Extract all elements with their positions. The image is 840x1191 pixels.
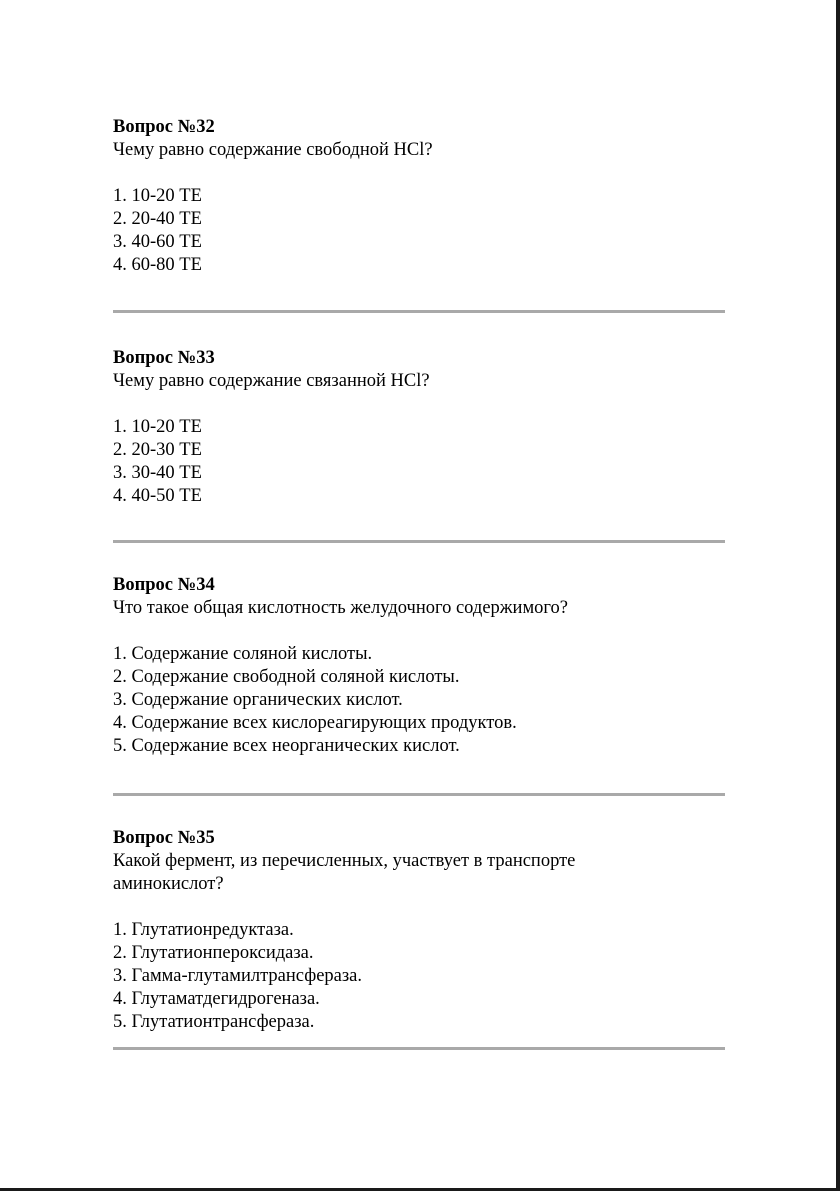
answer-option: 1. Глутатионредуктаза. — [113, 920, 294, 940]
answer-options — [113, 919, 725, 1034]
answer-option: 4. Содержание всех кислореагирующих продуктов. — [113, 713, 517, 733]
question-text: Чему равно содержание свободной HCl? — [113, 140, 433, 160]
answer-option: 4. 40-50 ТЕ — [113, 486, 202, 506]
answer-option: 3. 30-40 ТЕ — [113, 463, 202, 483]
answer-option: 1. Содержание соляной кислоты. — [113, 644, 373, 664]
answer-option: 2. 20-30 ТЕ — [113, 440, 202, 460]
answer-options — [113, 185, 725, 277]
answer-option: 3. 40-60 ТЕ — [113, 232, 202, 252]
question-32 — [113, 116, 725, 310]
question-divider — [113, 1047, 725, 1050]
question-title: Вопрос №35 — [113, 828, 215, 848]
answer-option: 1. 10-20 ТЕ — [113, 186, 202, 206]
document-page — [113, 116, 725, 1050]
question-text-line-1: Какой фермент, из перечисленных, участвует в транспорте — [113, 851, 576, 871]
question-34 — [113, 574, 725, 793]
answer-option: 2. 20-40 ТЕ — [113, 209, 202, 229]
answer-option: 5. Глутатионтрансфераза. — [113, 1012, 315, 1032]
answer-option: 3. Гамма-глутамилтрансфераза. — [113, 966, 363, 986]
question-33 — [113, 347, 725, 540]
question-divider — [113, 540, 725, 543]
answer-option: 2. Содержание свободной соляной кислоты. — [113, 667, 460, 687]
answer-options — [113, 643, 725, 758]
question-divider — [113, 793, 725, 796]
answer-options — [113, 416, 725, 508]
answer-option: 4. Глутаматдегидрогеназа. — [113, 989, 320, 1009]
answer-option: 3. Содержание органических кислот. — [113, 690, 403, 710]
answer-option: 4. 60-80 ТЕ — [113, 255, 202, 275]
answer-option: 2. Глутатионпероксидаза. — [113, 943, 314, 963]
question-text-line-2: аминокислот? — [113, 874, 224, 894]
page-edge-right — [836, 0, 840, 1191]
question-title: Вопрос №33 — [113, 348, 215, 368]
question-title: Вопрос №32 — [113, 117, 215, 137]
answer-option: 1. 10-20 ТЕ — [113, 417, 202, 437]
question-text: Что такое общая кислотность желудочного содержимого? — [113, 598, 569, 618]
question-35 — [113, 827, 725, 1047]
question-text: Чему равно содержание связанной HCl? — [113, 371, 430, 391]
question-title: Вопрос №34 — [113, 575, 215, 595]
answer-option: 5. Содержание всех неорганических кислот. — [113, 736, 460, 756]
question-divider — [113, 310, 725, 313]
